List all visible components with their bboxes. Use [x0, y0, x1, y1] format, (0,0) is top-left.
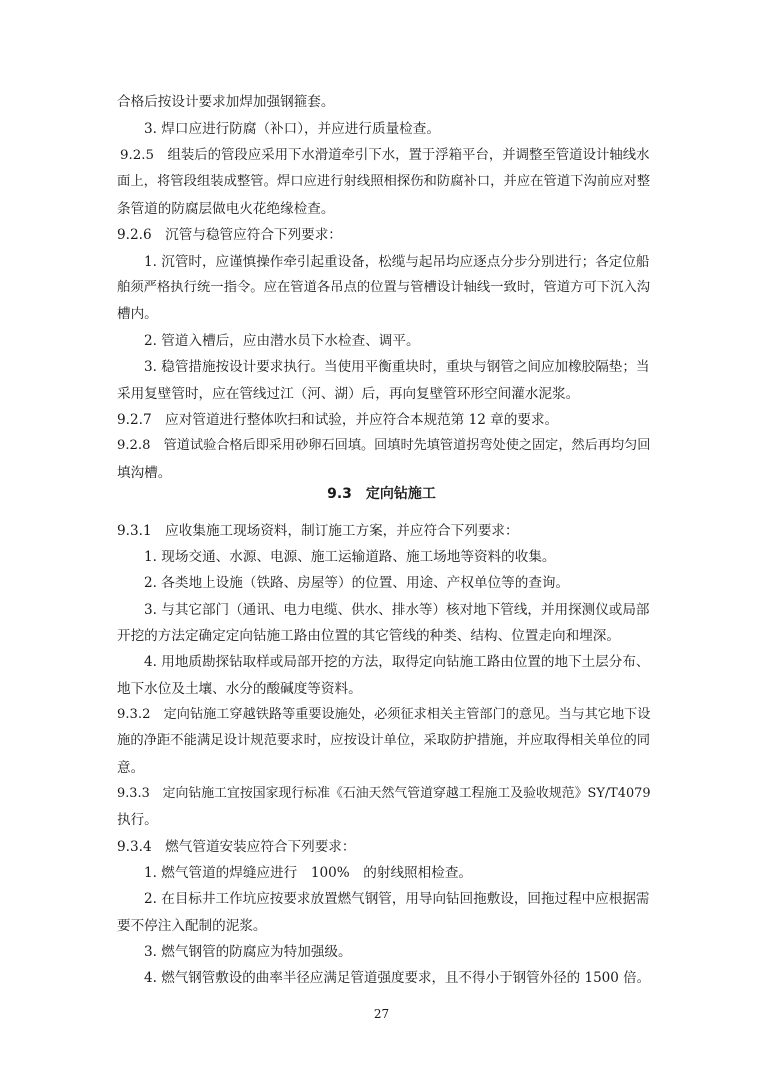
paragraph-line: 开挖的方法定确定定向钻施工路由位置的其它管线的种类、结构、位置走向和埋深。 [117, 628, 620, 644]
list-item-line: 3. 与其它部门（通讯、电力电缆、供水、排水等）核对地下管线，并用探测仪或局部 [144, 602, 650, 618]
paragraph-line: 地下水位及土壤、水分的酸碱度等资料。 [117, 681, 362, 697]
clause-line: 9.2.8 管道试验合格后即采用砂卵石回填。回填时先填管道拐弯处使之固定，然后再均匀回 [117, 438, 651, 453]
paragraph-line: 面上，将管段组装成整管。焊口应进行射线照相探伤和防腐补口，并应在管道下沟前应对整 [117, 174, 651, 189]
paragraph-line: 意。 [117, 760, 145, 776]
paragraph-line: 合格后按设计要求加焊加强钢箍套。 [117, 94, 335, 110]
list-item-line: 2. 在目标井工作坑应按要求放置燃气钢管，用导向钻回拖敷设，回拖过程中应根据需 [144, 891, 650, 907]
list-item-line: 2. 管道入槽后，应由潜水员下水检查、调平。 [144, 333, 420, 349]
clause-line: 9.3.3 定向钻施工宜按国家现行标准《石油天然气管道穿越工程施工及验收规范》SY/T4079 [117, 786, 651, 801]
clause-line: 9.2.7 应对管道进行整体吹扫和试验，并应符合本规范第 12 章的要求。 [117, 412, 559, 428]
list-item-line: 2. 各类地上设施（铁路、房屋等）的位置、用途、产权单位等的查询。 [144, 575, 570, 591]
paragraph-line: 槽内。 [117, 306, 158, 322]
paragraph-line: 执行。 [117, 812, 158, 828]
paragraph-line: 要不停注入配制的泥浆。 [117, 918, 267, 934]
section-heading: 9.3 定向钻施工 [327, 486, 436, 502]
paragraph-line: 舶须严格执行统一指令。应在管道各吊点的位置与管槽设计轴线一致时，管道方可下沉入沟 [117, 280, 651, 295]
list-item-line: 1. 现场交通、水源、电源、施工运输道路、施工场地等资料的收集。 [144, 549, 556, 565]
list-item-line: 1. 燃气管道的焊缝应进行 100% 的射线照相检查。 [144, 865, 473, 881]
list-item-line: 3. 稳管措施按设计要求执行。当使用平衡重块时，重块与钢管之间应加橡胶隔垫；当 [144, 359, 650, 375]
clause-line: 9.3.1 应收集施工现场资料，制订施工方案，并应符合下列要求： [117, 523, 519, 539]
list-item-line: 1. 沉管时，应谨慎操作牵引起重设备，松缆与起吊均应逐点分步分别进行；各定位船 [144, 254, 650, 270]
clause-line: 9.3.4 燃气管道安装应符合下列要求： [117, 839, 356, 855]
list-item-line: 3. 焊口应进行防腐（补口），并应进行质量检查。 [144, 121, 440, 137]
list-item-line: 4. 用地质勘探钻取样或局部开挖的方法，取得定向钻施工路由位置的地下土层分布、 [144, 654, 650, 670]
paragraph-line: 施的净距不能满足设计规范要求时，应按设计单位，采取防护措施，并应取得相关单位的同 [117, 733, 651, 748]
paragraph-line: 填沟槽。 [117, 465, 172, 481]
page-number: 27 [373, 1007, 390, 1021]
clause-line: 9.2.6 沉管与稳管应符合下列要求： [117, 227, 342, 243]
paragraph-line: 条管道的防腐层做电火花绝缘检查。 [117, 201, 335, 217]
clause-line: 9.3.2 定向钻施工穿越铁路等重要设施处，必须征求相关主管部门的意见。当与其它地下设 [117, 707, 651, 722]
paragraph-line: 采用复壁管时，应在管线过江（河、湖）后，再向复壁管环形空间灌水泥浆。 [117, 386, 580, 402]
list-item-line: 3. 燃气钢管的防腐应为特加强级。 [144, 944, 352, 960]
list-item-line: 4. 燃气钢管敷设的曲率半径应满足管道强度要求，且不得小于钢管外径的 1500 倍。 [144, 970, 651, 986]
clause-line: 9.2.5 组装后的管段应采用下水滑道牵引下水，置于浮箱平台，并调整至管道设计轴线水 [120, 148, 650, 163]
